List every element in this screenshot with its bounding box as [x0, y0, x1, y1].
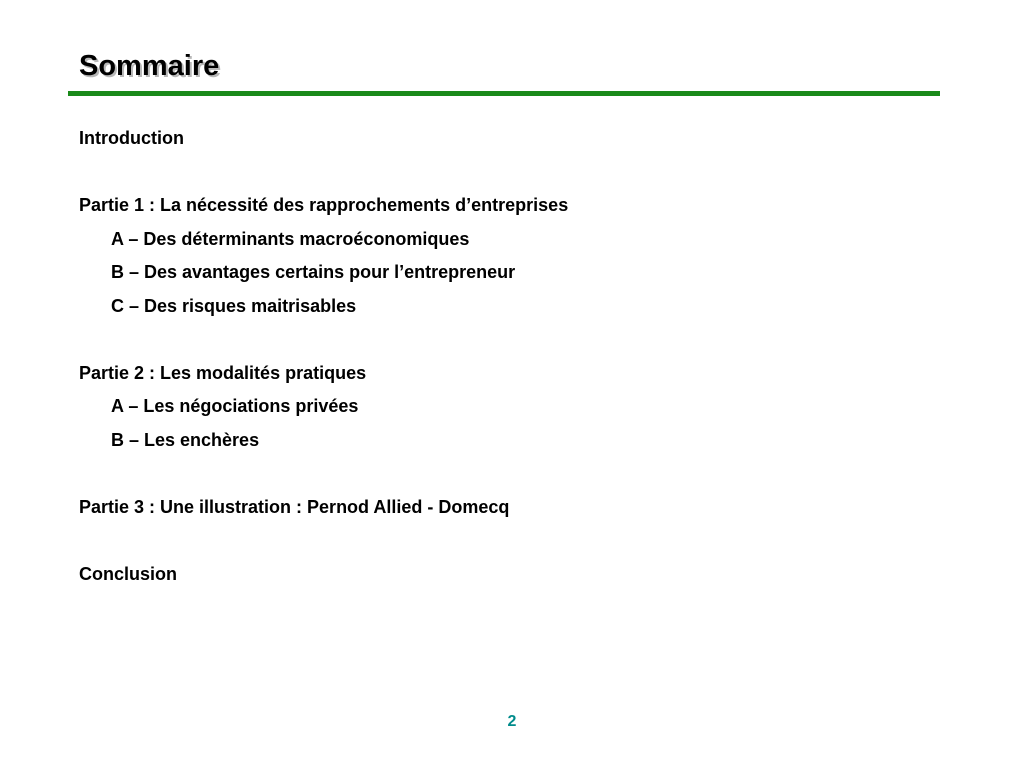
- title-divider: [68, 91, 940, 96]
- page-number: 2: [507, 713, 517, 730]
- toc-part-1-item-c: C – Des risques maitrisables: [111, 295, 357, 316]
- slide-title: Sommaire: [79, 50, 220, 82]
- toc-part-1-item-b: B – Des avantages certains pour l’entrepreneur: [111, 262, 516, 282]
- toc-part-2-title: Partie 2 : Les modalités pratiques: [79, 362, 367, 383]
- toc-part-2-item-b: B – Les enchères: [111, 429, 260, 450]
- table-of-contents: [79, 122, 959, 591]
- toc-part-1-title: Partie 1 : La nécessité des rapprochements d’entreprises: [79, 195, 569, 215]
- toc-part-1-item-a: A – Des déterminants macroéconomiques: [111, 228, 470, 249]
- toc-part-3-title: Partie 3 : Une illustration : Pernod Allied - Domecq: [79, 496, 510, 517]
- toc-part-2-item-a: A – Les négociations privées: [111, 396, 359, 416]
- toc-spacer: [79, 156, 959, 190]
- toc-introduction: Introduction: [79, 128, 184, 148]
- toc-spacer: [79, 524, 959, 558]
- toc-conclusion: Conclusion: [79, 563, 177, 584]
- toc-spacer: [79, 323, 959, 357]
- toc-spacer: [79, 457, 959, 491]
